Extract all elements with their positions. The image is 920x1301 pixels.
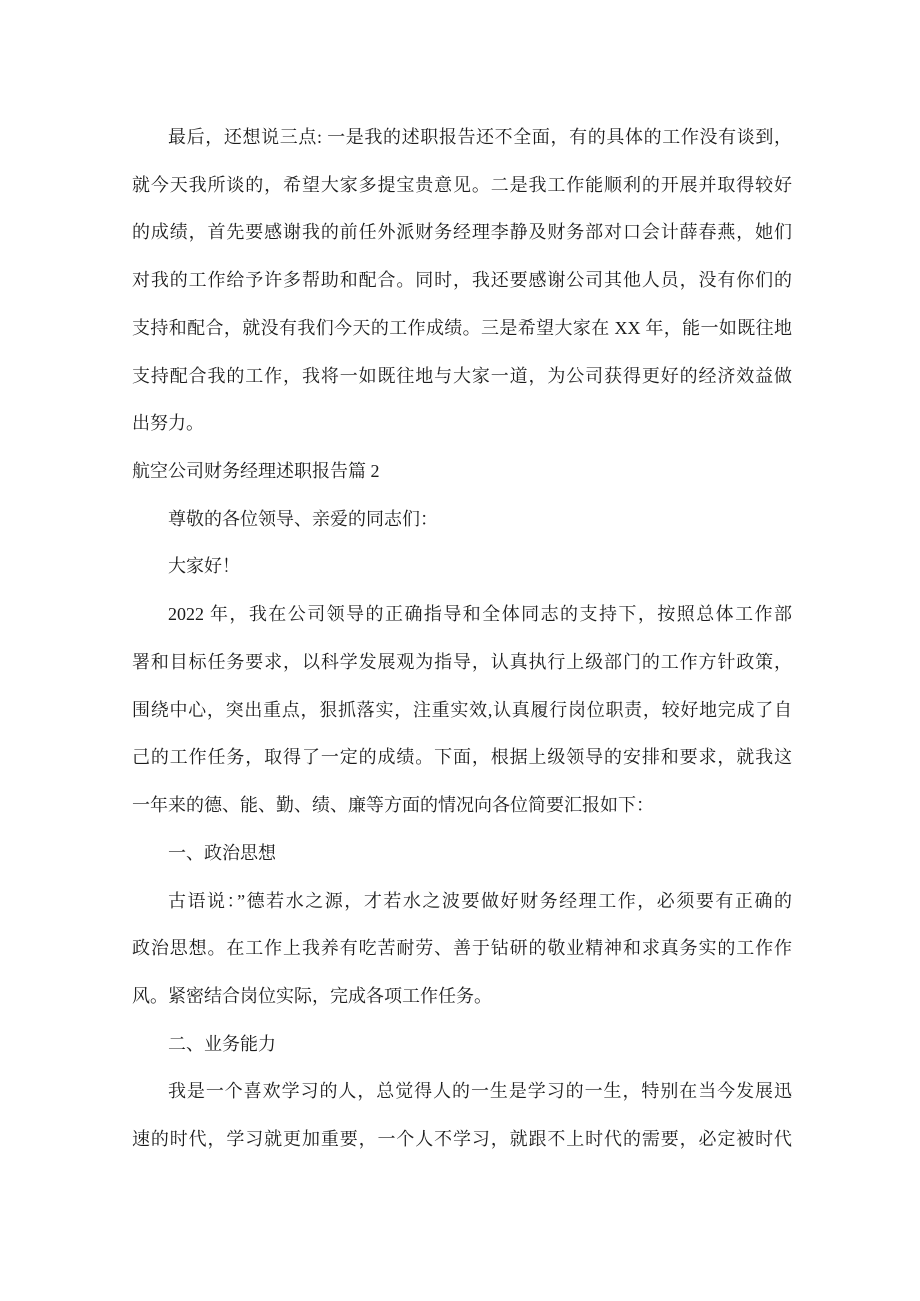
text-line: 我是一个喜欢学习的人，总觉得人的一生是学习的一生，特别在当今发展迅 [168,1081,792,1102]
paragraph-closing-remarks [132,114,792,448]
paragraph-article-title [132,448,792,496]
text-line: 速的时代，学习就更加重要，一个人不学习，就跟不上时代的需要，必定被时代 [132,1129,792,1150]
text-line: 出努力。 [132,413,204,434]
text-line: 一、政治思想 [168,842,276,863]
paragraph-body-business-ability [132,1068,792,1163]
text-line: 支持配合我的工作，我将一如既往地与大家一道，为公司获得更好的经济效益做 [132,365,792,386]
text-line: 支持和配合，就没有我们今天的工作成绩。三是希望大家在 XX 年，能一如既往地 [132,317,792,338]
text-line: 最后，还想说三点: 一是我的述职报告还不全面，有的具体的工作没有谈到， [168,127,792,147]
paragraph-greeting [132,543,792,591]
document-body [132,114,792,1164]
text-line: 的成绩，首先要感谢我的前任外派财务经理李静及财务部对口会计薛春燕，她们 [132,222,792,243]
paragraph-heading-business-ability [132,1021,792,1069]
text-line: 一年来的德、能、勤、绩、廉等方面的情况向各位简要汇报如下： [132,795,654,816]
paragraph-intro [132,591,792,830]
text-line: 风。紧密结合岗位实际，完成各项工作任务。 [132,985,492,1006]
paragraph-body-political-thought [132,878,792,1021]
text-line: 航空公司财务经理述职报告篇 2 [132,461,380,482]
text-line: 就今天我所谈的，希望大家多提宝贵意见。二是我工作能顺利的开展并取得较好 [132,174,792,195]
text-line: 对我的工作给予许多帮助和配合。同时，我还要感谢公司其他人员，没有你们的 [132,270,792,291]
text-line: 署和目标任务要求，以科学发展观为指导，认真执行上级部门的工作方针政策， [132,651,792,672]
text-line: 围绕中心，突出重点，狠抓落实，注重实效,认真履行岗位职责，较好地完成了自 [132,699,792,720]
text-line: 大家好！ [168,556,240,577]
text-line: 2022 年，我在公司领导的正确指导和全体同志的支持下，按照总体工作部 [168,604,792,625]
text-line: 尊敬的各位领导、亲爱的同志们： [168,508,438,529]
text-line: 古语说：”德若水之源，才若水之波要做好财务经理工作，必须要有正确的 [168,890,792,911]
paragraph-salutation [132,496,792,544]
text-line: 己的工作任务，取得了一定的成绩。下面，根据上级领导的安排和要求，就我这 [132,747,792,768]
text-line: 政治思想。在工作上我养有吃苦耐劳、善于钻研的敬业精神和求真务实的工作作 [132,938,792,959]
text-line: 二、业务能力 [168,1033,276,1054]
paragraph-heading-political-thought [132,830,792,878]
